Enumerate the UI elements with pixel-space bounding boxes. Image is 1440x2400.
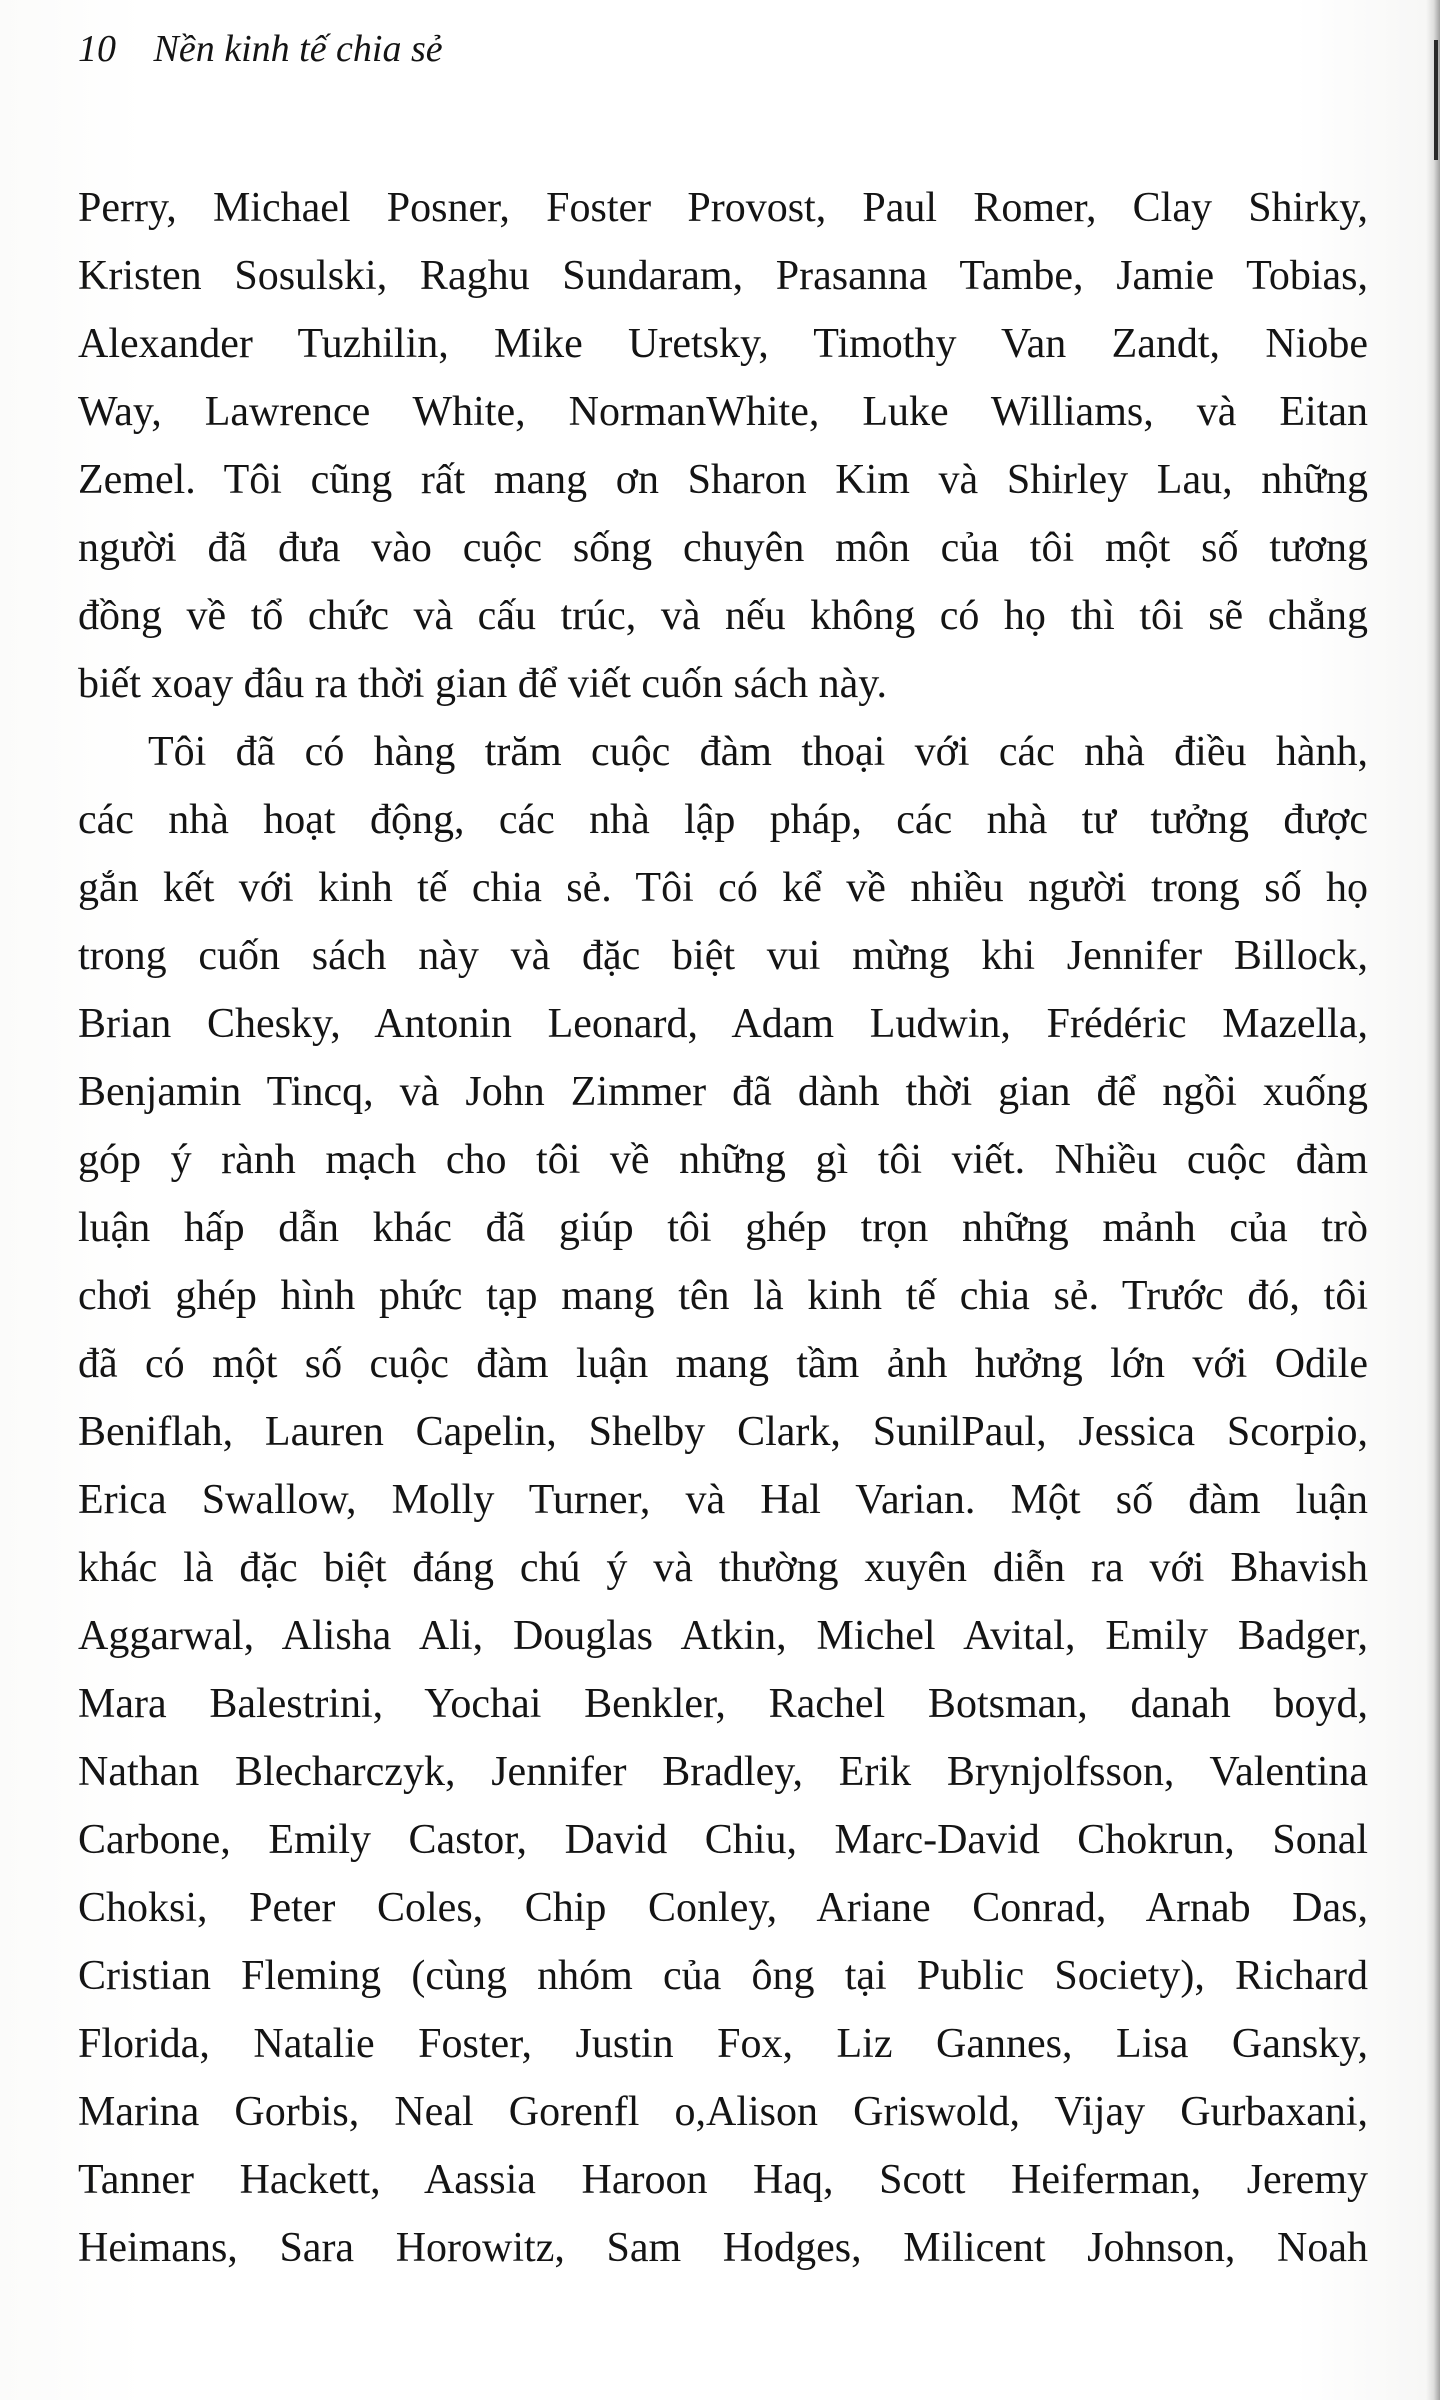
text-line: Way, Lawrence White, NormanWhite, Luke Williams, và Eitan (78, 389, 1368, 435)
text-line: Florida, Natalie Foster, Justin Fox, Liz Gannes, Lisa Gansky, (78, 2021, 1368, 2067)
text-line: khác là đặc biệt đáng chú ý và thường xuyên diễn ra với Bhavish (78, 1545, 1368, 1591)
text-line: Choksi, Peter Coles, Chip Conley, Ariane Conrad, Arnab Das, (78, 1885, 1368, 1931)
text-line: Nathan Blecharczyk, Jennifer Bradley, Erik Brynjolfsson, Valentina (78, 1749, 1368, 1795)
text-line: Carbone, Emily Castor, David Chiu, Marc-David Chokrun, Sonal (78, 1817, 1368, 1863)
text-line: luận hấp dẫn khác đã giúp tôi ghép trọn những mảnh của trò (78, 1205, 1368, 1251)
paragraph-first-line: Tôi đã có hàng trăm cuộc đàm thoại với các nhà điều hành, (148, 729, 1368, 775)
running-title: Nền kinh tế chia sẻ (153, 28, 443, 70)
page-number: 10 (78, 28, 116, 70)
text-line: Alexander Tuzhilin, Mike Uretsky, Timothy Van Zandt, Niobe (78, 321, 1368, 367)
text-line: trong cuốn sách này và đặc biệt vui mừng khi Jennifer Billock, (78, 933, 1368, 979)
text-line: Beniflah, Lauren Capelin, Shelby Clark, SunilPaul, Jessica Scorpio, (78, 1409, 1368, 1455)
text-line: Erica Swallow, Molly Turner, và Hal Varian. Một số đàm luận (78, 1477, 1368, 1523)
text-line: Marina Gorbis, Neal Gorenfl o,Alison Griswold, Vijay Gurbaxani, (78, 2089, 1368, 2135)
page-edge-mark (1434, 40, 1438, 160)
text-line: Heimans, Sara Horowitz, Sam Hodges, Milicent Johnson, Noah (78, 2225, 1368, 2271)
text-line: Aggarwal, Alisha Ali, Douglas Atkin, Michel Avital, Emily Badger, (78, 1613, 1368, 1659)
text-line: các nhà hoạt động, các nhà lập pháp, các nhà tư tưởng được (78, 797, 1368, 843)
text-line: biết xoay đâu ra thời gian để viết cuốn sách này. (78, 661, 888, 707)
text-line: đồng về tổ chức và cấu trúc, và nếu không có họ thì tôi sẽ chẳng (78, 593, 1368, 639)
text-line: Cristian Fleming (cùng nhóm của ông tại Public Society), Richard (78, 1953, 1368, 1999)
text-line: chơi ghép hình phức tạp mang tên là kinh tế chia sẻ. Trước đó, tôi (78, 1273, 1368, 1319)
text-line: Tanner Hackett, Aassia Haroon Haq, Scott Heiferman, Jeremy (78, 2157, 1368, 2203)
text-line: người đã đưa vào cuộc sống chuyên môn của tôi một số tương (78, 525, 1368, 571)
text-line: Mara Balestrini, Yochai Benkler, Rachel Botsman, danah boyd, (78, 1681, 1368, 1727)
text-line: góp ý rành mạch cho tôi về những gì tôi viết. Nhiều cuộc đàm (78, 1137, 1368, 1183)
text-line: Perry, Michael Posner, Foster Provost, Paul Romer, Clay Shirky, (78, 185, 1368, 231)
page-spine-shadow (1426, 0, 1440, 2400)
text-line: Benjamin Tincq, và John Zimmer đã dành thời gian để ngồi xuống (78, 1069, 1368, 1115)
text-line: gắn kết với kinh tế chia sẻ. Tôi có kể về nhiều người trong số họ (78, 865, 1368, 911)
text-line: đã có một số cuộc đàm luận mang tầm ảnh hưởng lớn với Odile (78, 1341, 1368, 1387)
running-header (78, 24, 443, 74)
text-line: Brian Chesky, Antonin Leonard, Adam Ludwin, Frédéric Mazella, (78, 1001, 1368, 1047)
text-line: Kristen Sosulski, Raghu Sundaram, Prasanna Tambe, Jamie Tobias, (78, 253, 1368, 299)
text-line: Zemel. Tôi cũng rất mang ơn Sharon Kim và Shirley Lau, những (78, 457, 1368, 503)
